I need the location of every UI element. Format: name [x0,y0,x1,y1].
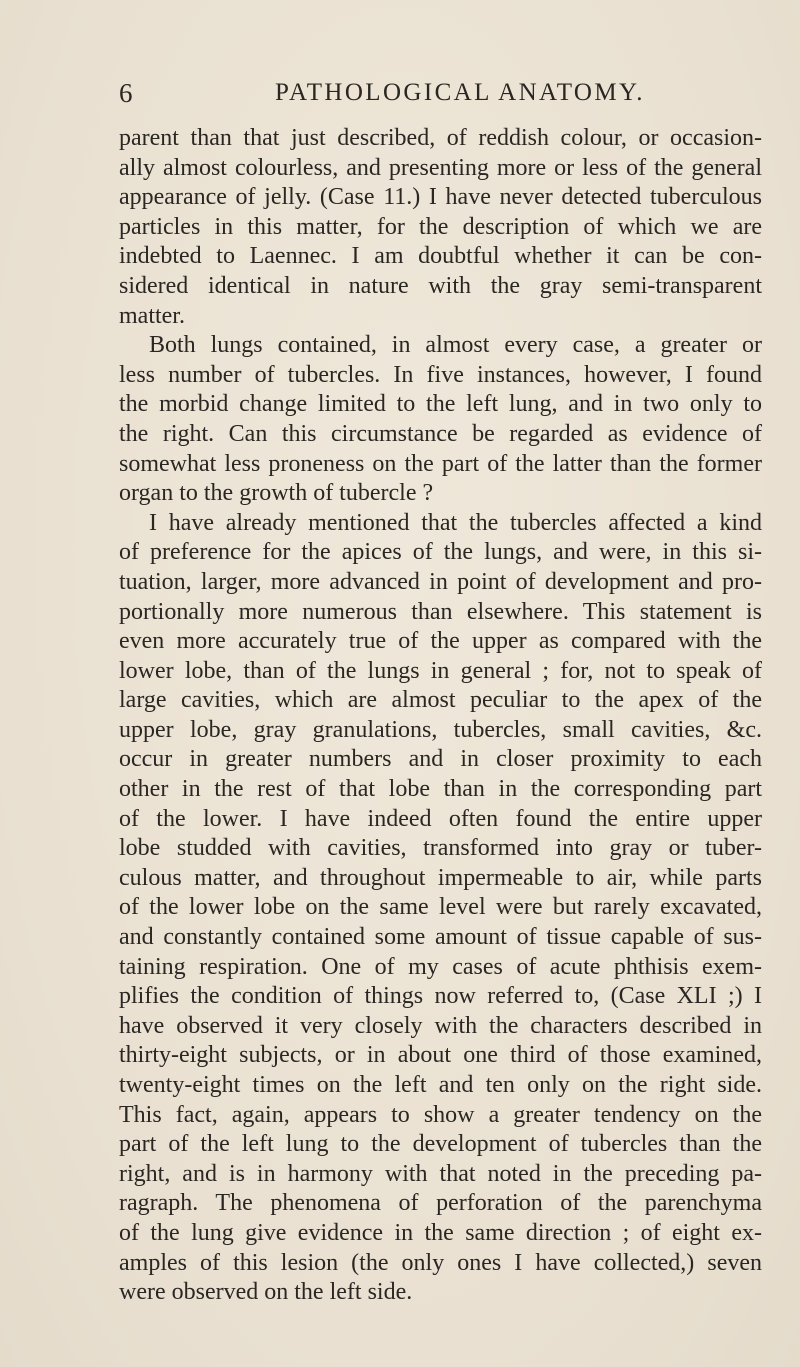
text-line: ragraph. The phenomena of perforation of the parenchyma [119,1190,762,1217]
text-line: the morbid change limited to the left lung, and in two only to [119,391,762,418]
running-title: PATHOLOGICAL ANATOMY. [275,79,645,106]
text-line: were observed on the left side. [119,1279,413,1306]
text-line: tuation, larger, more advanced in point of development and pro- [119,568,762,595]
text-line: matter. [119,302,185,329]
text-line: This fact, again, appears to show a greater tendency on the [119,1101,762,1128]
text-line: taining respiration. One of my cases of acute phthisis exem- [119,953,762,980]
text-line: occur in greater numbers and in closer proximity to each [119,746,762,773]
text-line: lobe studded with cavities, transformed into gray or tuber- [119,835,762,862]
text-line: organ to the growth of tubercle ? [119,480,434,507]
text-line: large cavities, which are almost peculiar to the apex of the [119,687,762,714]
text-line: of the lung give evidence in the same direction ; of eight ex- [119,1219,762,1246]
text-line: plifies the condition of things now referred to, (Case XLI ;) I [119,983,762,1010]
text-line: twenty-eight times on the left and ten only on the right side. [119,1072,762,1098]
text-line: and constantly contained some amount of tissue capable of sus- [119,924,762,951]
text-line: somewhat less proneness on the part of the latter than the former [119,450,762,477]
text-line: the right. Can this circumstance be regarded as evidence of [119,420,762,447]
body-text [119,124,762,1308]
text-line: lower lobe, than of the lungs in general ; for, not to speak of [119,657,762,684]
page-number: 6 [119,78,133,108]
text-line: appearance of jelly. (Case 11.) I have never detected tuberculous [119,184,762,211]
text-line: portionally more numerous than elsewhere. This statement is [119,598,762,625]
paragraph-1 [119,124,762,331]
text-line: thirty-eight subjects, or in about one third of those examined, [119,1042,762,1069]
text-line: parent than that just described, of reddish colour, or occasion- [119,125,762,151]
text-line: less number of tubercles. In five instances, however, I found [119,361,762,388]
text-line: even more accurately true of the upper as compared with the [119,628,762,655]
text-line: part of the left lung to the development of tubercles than the [119,1131,762,1158]
text-line: other in the rest of that lobe than in the corresponding part [119,776,762,803]
text-line: upper lobe, gray granulations, tubercles, small cavities, &c. [119,716,762,743]
text-line: of the lower lobe on the same level were but rarely excavated, [119,894,762,921]
text-line: I have already mentioned that the tubercles affected a kind [149,509,762,536]
text-line: ally almost colourless, and presenting more or less of the general [119,154,762,181]
paragraph-2 [119,331,762,509]
page-header [0,76,800,110]
paragraph-3 [119,509,762,1308]
text-line: sidered identical in nature with the gray semi-transparent [119,272,762,299]
text-line: particles in this matter, for the description of which we are [119,213,762,240]
text-line: of preference for the apices of the lungs, and were, in this si- [119,539,762,566]
text-line: have observed it very closely with the characters described in [119,1012,762,1039]
text-line: of the lower. I have indeed often found the entire upper [119,805,762,832]
text-line: culous matter, and throughout impermeable to air, while parts [119,864,762,891]
text-line: Both lungs contained, in almost every case, a greater or [149,332,762,359]
text-line: amples of this lesion (the only ones I have collected,) seven [119,1249,762,1276]
text-line: indebted to Laennec. I am doubtful whether it can be con- [119,243,762,270]
text-line: right, and is in harmony with that noted in the preceding pa- [119,1160,762,1187]
